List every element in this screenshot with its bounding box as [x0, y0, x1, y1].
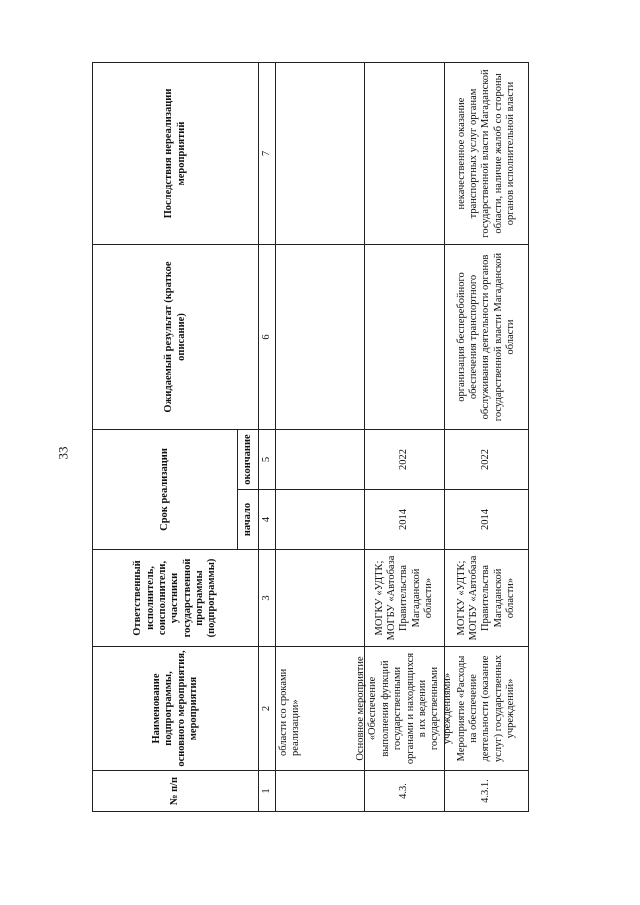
- colnum-6: 6: [259, 245, 275, 430]
- table-row: [276, 62, 365, 812]
- row-term: [365, 430, 444, 550]
- colnum-1: 1: [259, 771, 275, 812]
- row-name: Основное мероприятие «Обеспечение выполнения функций государственными органами и находящихся в их ведении государственными учреждениями»: [365, 647, 444, 771]
- row-result: [365, 245, 444, 430]
- header-term-end: окончание: [241, 434, 253, 485]
- row-num: 4.3.1.: [445, 771, 528, 812]
- header-consequences: Последствия нереализации мероприятий: [93, 62, 258, 245]
- header-responsible: Ответственный исполнитель, соисполнители, участники государственной программы (подпрограммы): [93, 550, 258, 647]
- colnum-7: 7: [259, 62, 275, 245]
- row-end: 2022: [398, 449, 410, 470]
- header-term: [93, 430, 258, 550]
- colnum-2: 2: [259, 647, 275, 771]
- header-name: Наименование подпрограммы, основного мероприятия, мероприятия: [93, 647, 258, 771]
- colnum-4: 4: [259, 489, 275, 549]
- row-consequences: [276, 62, 364, 245]
- table-header-row: [92, 62, 259, 812]
- colnum-term: [259, 430, 275, 550]
- header-result: Ожидаемый результат (краткое описание): [93, 245, 258, 430]
- row-start: 2014: [445, 489, 528, 549]
- row-num: 4.3.: [365, 771, 444, 812]
- row-result: [276, 245, 364, 430]
- row-responsible: МОГКУ «УДТК; МОГБУ «Автобаза Правительства Магаданской области»: [445, 550, 528, 647]
- column-number-row: [259, 62, 276, 812]
- row-name: Мероприятие «Расходы на обеспечение деятельности (оказание услуг) государственных учреждений»: [445, 647, 528, 771]
- table-row: [445, 62, 529, 812]
- colnum-5: 5: [260, 456, 272, 463]
- row-consequences: [365, 62, 444, 245]
- row-end: [276, 430, 364, 489]
- row-start: [276, 489, 364, 549]
- row-responsible: МОГКУ «УДТК; МОГБУ «Автобаза Правительства Магаданской области»: [365, 550, 444, 647]
- row-result: организация бесперебойного обеспечения транспортного обслуживания деятельности органов государственной власти Магаданской области: [445, 245, 528, 430]
- table-container: [92, 62, 529, 812]
- row-end: 2022: [480, 449, 492, 470]
- row-term: [445, 430, 528, 550]
- page-number: 33: [55, 446, 70, 460]
- table-row: [355, 62, 453, 812]
- row-term: [276, 430, 364, 550]
- row-name: области со сроками реализации»: [276, 647, 364, 771]
- row-responsible: [276, 550, 364, 647]
- colnum-3: 3: [259, 550, 275, 647]
- row-start: 2014: [365, 489, 444, 549]
- row-num: [276, 771, 364, 812]
- row-consequences: некачественное оказание транспортных услуг органам государственной власти Магаданской области, наличие жалоб со стороны органов исполнительной власти: [445, 62, 528, 245]
- header-num: № п/п: [93, 771, 258, 812]
- header-term-title: Срок реализации: [93, 430, 238, 549]
- header-term-start: начало: [238, 489, 258, 549]
- program-table: [92, 62, 529, 812]
